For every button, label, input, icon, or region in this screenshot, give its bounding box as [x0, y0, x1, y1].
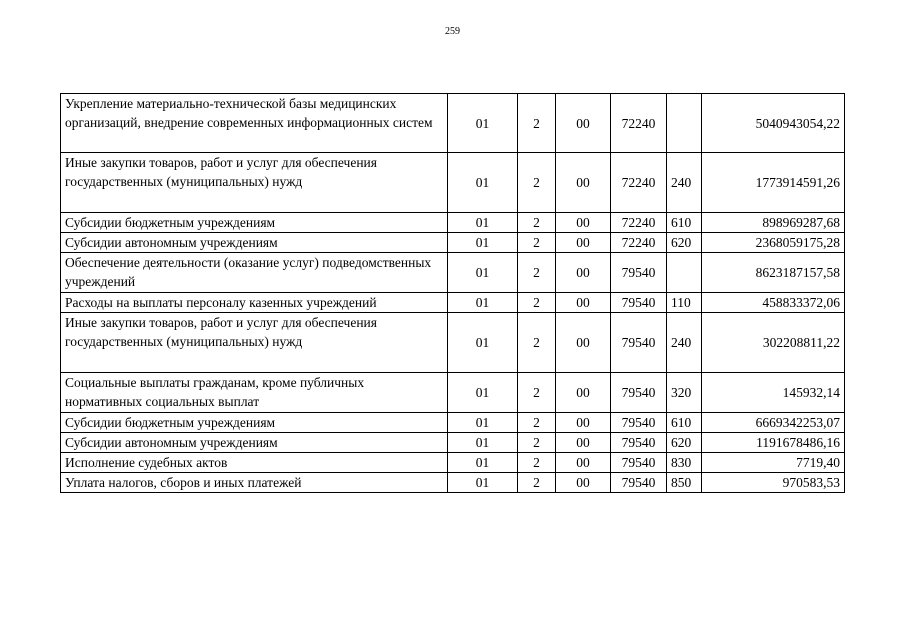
code-target: 79540 [611, 253, 667, 293]
code-program: 2 [518, 253, 556, 293]
row-name: Иные закупки товаров, работ и услуг для обеспечения государственных (муниципальных) нужд [61, 153, 448, 213]
table-row [61, 94, 845, 153]
code-program: 2 [518, 213, 556, 233]
row-name: Иные закупки товаров, работ и услуг для обеспечения государственных (муниципальных) нужд [61, 313, 448, 373]
amount: 302208811,22 [702, 313, 845, 373]
code-expense-type: 830 [667, 453, 702, 473]
code-expense-type: 240 [667, 313, 702, 373]
amount: 6669342253,07 [702, 413, 845, 433]
code-target: 79540 [611, 433, 667, 453]
table-row [61, 473, 845, 493]
code-program: 2 [518, 473, 556, 493]
code-section: 01 [448, 453, 518, 473]
row-name: Уплата налогов, сборов и иных платежей [61, 473, 448, 493]
amount: 970583,53 [702, 473, 845, 493]
code-expense-type [667, 253, 702, 293]
amount: 5040943054,22 [702, 94, 845, 153]
amount: 145932,14 [702, 373, 845, 413]
code-section: 01 [448, 94, 518, 153]
table-row [61, 153, 845, 213]
code-section: 01 [448, 153, 518, 213]
page-number: 259 [445, 26, 460, 37]
code-program: 2 [518, 433, 556, 453]
code-subprogram: 00 [556, 433, 611, 453]
code-subprogram: 00 [556, 213, 611, 233]
table-row [61, 293, 845, 313]
code-section: 01 [448, 413, 518, 433]
code-subprogram: 00 [556, 453, 611, 473]
amount: 1773914591,26 [702, 153, 845, 213]
row-name: Субсидии бюджетным учреждениям [61, 413, 448, 433]
code-program: 2 [518, 413, 556, 433]
code-section: 01 [448, 253, 518, 293]
amount: 1191678486,16 [702, 433, 845, 453]
row-name: Социальные выплаты гражданам, кроме публичных нормативных социальных выплат [61, 373, 448, 413]
code-target: 79540 [611, 373, 667, 413]
code-expense-type: 320 [667, 373, 702, 413]
code-program: 2 [518, 153, 556, 213]
row-name: Укрепление материально-технической базы медицинских организаций, внедрение современных информационных систем [61, 94, 448, 153]
row-name: Субсидии автономным учреждениям [61, 233, 448, 253]
code-program: 2 [518, 313, 556, 373]
amount: 458833372,06 [702, 293, 845, 313]
amount: 2368059175,28 [702, 233, 845, 253]
code-target: 72240 [611, 94, 667, 153]
table-row [61, 213, 845, 233]
code-section: 01 [448, 473, 518, 493]
row-name: Исполнение судебных актов [61, 453, 448, 473]
amount: 7719,40 [702, 453, 845, 473]
code-subprogram: 00 [556, 473, 611, 493]
code-expense-type: 610 [667, 213, 702, 233]
code-section: 01 [448, 373, 518, 413]
table-row [61, 413, 845, 433]
code-target: 72240 [611, 153, 667, 213]
code-program: 2 [518, 373, 556, 413]
code-expense-type: 620 [667, 433, 702, 453]
table-row [61, 453, 845, 473]
table-row [61, 313, 845, 373]
row-name: Расходы на выплаты персоналу казенных учреждений [61, 293, 448, 313]
code-program: 2 [518, 233, 556, 253]
code-target: 72240 [611, 213, 667, 233]
amount: 898969287,68 [702, 213, 845, 233]
table-row [61, 373, 845, 413]
code-expense-type: 110 [667, 293, 702, 313]
table-row [61, 433, 845, 453]
table-row [61, 233, 845, 253]
code-expense-type: 850 [667, 473, 702, 493]
code-program: 2 [518, 293, 556, 313]
code-section: 01 [448, 233, 518, 253]
code-section: 01 [448, 313, 518, 373]
code-section: 01 [448, 433, 518, 453]
code-subprogram: 00 [556, 233, 611, 253]
code-subprogram: 00 [556, 313, 611, 373]
code-subprogram: 00 [556, 293, 611, 313]
row-name: Субсидии автономным учреждениям [61, 433, 448, 453]
code-target: 79540 [611, 473, 667, 493]
code-program: 2 [518, 94, 556, 153]
code-subprogram: 00 [556, 153, 611, 213]
budget-table [60, 93, 845, 493]
amount: 8623187157,58 [702, 253, 845, 293]
code-target: 72240 [611, 233, 667, 253]
code-subprogram: 00 [556, 253, 611, 293]
code-target: 79540 [611, 293, 667, 313]
code-expense-type: 620 [667, 233, 702, 253]
code-target: 79540 [611, 453, 667, 473]
code-section: 01 [448, 213, 518, 233]
code-subprogram: 00 [556, 373, 611, 413]
row-name: Субсидии бюджетным учреждениям [61, 213, 448, 233]
code-section: 01 [448, 293, 518, 313]
code-expense-type: 610 [667, 413, 702, 433]
code-program: 2 [518, 453, 556, 473]
table-row [61, 253, 845, 293]
code-expense-type [667, 94, 702, 153]
code-target: 79540 [611, 413, 667, 433]
code-expense-type: 240 [667, 153, 702, 213]
row-name: Обеспечение деятельности (оказание услуг) подведомственных учреждений [61, 253, 448, 293]
code-target: 79540 [611, 313, 667, 373]
code-subprogram: 00 [556, 94, 611, 153]
code-subprogram: 00 [556, 413, 611, 433]
